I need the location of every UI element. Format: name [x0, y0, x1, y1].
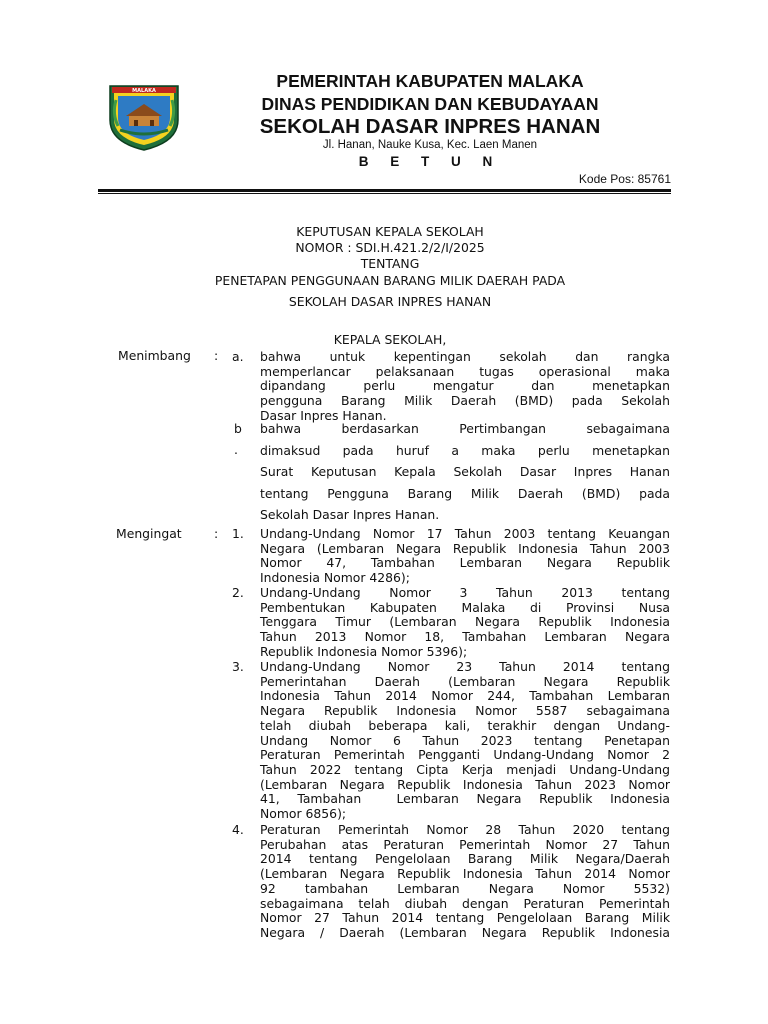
- letterhead-school-name: SEKOLAH DASAR INPRES HANAN: [259, 115, 601, 138]
- mengingat-1-line: Negara (Lembaran Negara Republik Indonesia Tahun 2003: [260, 540, 670, 556]
- letterhead-agency: DINAS PENDIDIKAN DAN KEBUDAYAAN: [261, 94, 599, 114]
- menimbang-a-line: memperlancar pelaksanaan tugas operasional maka: [260, 363, 670, 379]
- mengingat-2-marker: 2.: [232, 585, 244, 600]
- decree-title: KEPUTUSAN KEPALA SEKOLAH: [296, 224, 484, 239]
- letterhead-city: B E T U N: [358, 154, 502, 169]
- mengingat-4-line: Negara / Daerah (Lembaran Negara Republik Indonesia: [260, 924, 670, 940]
- mengingat-1-line: Indonesia Nomor 4286);: [260, 570, 410, 586]
- mengingat-4-line: sebagaimana telah diubah dengan Peraturan Pemerintah: [260, 895, 670, 911]
- decree-issuer: KEPALA SEKOLAH,: [333, 332, 447, 347]
- menimbang-a-marker: a.: [232, 349, 244, 364]
- mengingat-3-line: Negara Republik Indonesia Nomor 5587 sebagaimana: [260, 703, 670, 719]
- menimbang-b-line: tentang Pengguna Barang Milik Daerah (BMD) pada: [260, 485, 670, 501]
- menimbang-b-line: bahwa berdasarkan Pertimbangan sebagaimana: [260, 421, 670, 436]
- mengingat-2-line: Tenggara Timur (Lembaran Negara Republik Indonesia: [260, 614, 670, 630]
- decree-tentang: TENTANG: [360, 256, 420, 271]
- mengingat-1-line: Nomor 47, Tambahan Lembaran Negara Republik: [260, 555, 670, 571]
- menimbang-b-marker: b: [234, 421, 242, 436]
- letterhead-postal-code: Kode Pos: 85761: [578, 172, 671, 186]
- mengingat-2-line: Republik Indonesia Nomor 5396);: [260, 643, 468, 659]
- mengingat-2-line: Pembentukan Kabupaten Malaka di Provinsi Nusa: [260, 599, 670, 615]
- mengingat-4-line: Perubahan atas Peraturan Pemerintah Nomor 27 Tahun: [260, 836, 670, 852]
- mengingat-label: Mengingat: [116, 526, 182, 541]
- decree-subject-line-2: SEKOLAH DASAR INPRES HANAN: [288, 294, 492, 309]
- mengingat-3-line: telah diubah beberapa kali, terakhir dengan Undang-: [260, 717, 670, 733]
- mengingat-4-line: 2014 tentang Pengelolaan Barang Milik Negara/Daerah: [260, 851, 670, 867]
- mengingat-1-line: Undang-Undang Nomor 17 Tahun 2003 tentang Keuangan: [260, 526, 670, 541]
- mengingat-3-line: Tahun 2022 tentang Cipta Kerja menjadi Undang-Undang: [260, 761, 670, 777]
- regency-emblem-logo: [104, 80, 184, 152]
- letterhead-address: Jl. Hanan, Nauke Kusa, Kec. Laen Manen: [322, 139, 538, 151]
- menimbang-a-line: pengguna Barang Milik Daerah (BMD) pada Sekolah: [260, 393, 670, 409]
- decree-subject-line-1: PENETAPAN PENGGUNAAN BARANG MILIK DAERAH PADA: [214, 273, 566, 288]
- svg-text:MALAKA: MALAKA: [132, 88, 156, 94]
- mengingat-3-line: 41, Tambahan Lembaran Negara Republik Indonesia: [260, 791, 670, 807]
- decree-number: NOMOR : SDI.H.421.2/2/I/2025: [295, 240, 485, 255]
- menimbang-a-line: Dasar Inpres Hanan.: [260, 407, 387, 423]
- mengingat-4-marker: 4.: [232, 822, 244, 837]
- menimbang-label: Menimbang: [118, 348, 191, 363]
- menimbang-b-line: dimaksud pada huruf a maka perlu menetapkan: [260, 442, 670, 458]
- mengingat-4-line: Nomor 27 Tahun 2014 tentang Pengelolaan Barang Milik: [260, 910, 670, 926]
- letterhead-divider-thick: [98, 189, 671, 192]
- mengingat-3-line: Undang-Undang Nomor 23 Tahun 2014 tentang: [260, 659, 670, 674]
- mengingat-3-line: Nomor 6856);: [260, 806, 347, 821]
- mengingat-3-line: Undang Nomor 6 Tahun 2023 tentang Penetapan: [260, 732, 670, 748]
- mengingat-4-line: 92 tambahan Lembaran Negara Nomor 5532): [260, 880, 670, 896]
- menimbang-b-line: Surat Keputusan Kepala Sekolah Dasar Inpres Hanan: [260, 464, 670, 479]
- mengingat-3-line: (Lembaran Negara Republik Indonesia Tahun 2023 Nomor: [260, 776, 670, 792]
- mengingat-3-line: Peraturan Pemerintah Pengganti Undang-Undang Nomor 2: [260, 747, 670, 763]
- mengingat-colon: :: [214, 526, 219, 541]
- menimbang-b-marker-dot: .: [234, 442, 238, 457]
- mengingat-3-marker: 3.: [232, 659, 244, 674]
- mengingat-1-marker: 1.: [232, 526, 244, 541]
- mengingat-4-line: (Lembaran Negara Republik Indonesia Tahun 2014 Nomor: [260, 866, 670, 882]
- mengingat-3-line: Indonesia Tahun 2014 Nomor 244, Tambahan Lembaran: [260, 688, 670, 704]
- menimbang-a-line: bahwa untuk kepentingan sekolah dan rangka: [260, 349, 670, 364]
- menimbang-b-line: Sekolah Dasar Inpres Hanan.: [260, 507, 440, 522]
- letterhead-government: PEMERINTAH KABUPATEN MALAKA: [276, 71, 584, 91]
- menimbang-colon: :: [214, 348, 219, 363]
- mengingat-2-line: Undang-Undang Nomor 3 Tahun 2013 tentang: [260, 585, 670, 600]
- letterhead-divider-thin: [98, 193, 671, 194]
- mengingat-2-line: Tahun 2013 Nomor 18, Tambahan Lembaran Negara: [260, 629, 670, 645]
- mengingat-3-line: Pemerintahan Daerah (Lembaran Negara Republik: [260, 673, 670, 689]
- mengingat-4-line: Peraturan Pemerintah Nomor 28 Tahun 2020 tentang: [260, 822, 670, 837]
- menimbang-a-line: dipandang perlu mengatur dan menetapkan: [260, 378, 670, 394]
